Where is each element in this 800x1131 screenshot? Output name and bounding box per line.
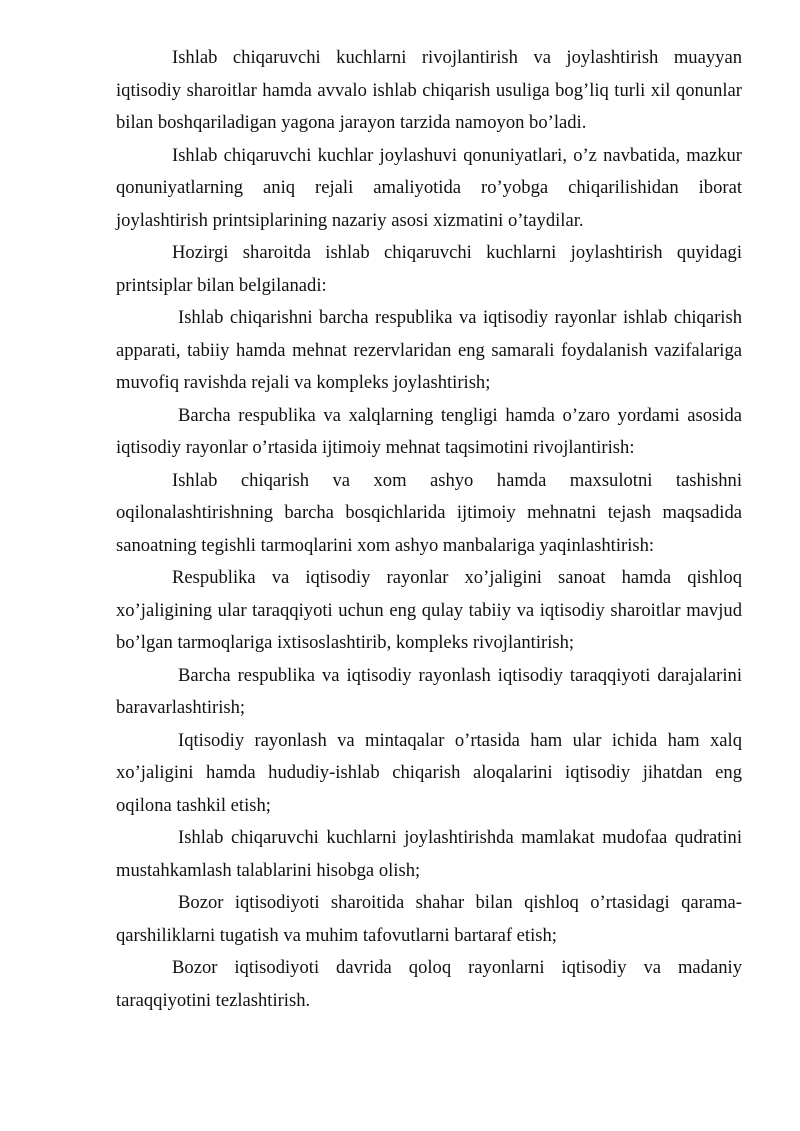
paragraph-3: Hozirgi sharoitda ishlab chiqaruvchi kuchlarni joylashtirish quyidagi printsiplar bilan belgilanadi: [116,242,742,296]
principle-item-9: Bozor iqtisodiyoti davrida qoloq rayonlarni iqtisodiy va madaniy taraqqiyotini tezlashtirish. [116,957,742,1011]
principle-item-2: Barcha respublika va xalqlarning tengligi hamda o’zaro yordami asosida iqtisodiy rayonlar o’rtasida ijtimoiy mehnat taqsimotini rivojlantirish: [116,404,742,458]
principle-item-4: Respublika va iqtisodiy rayonlar xo’jaligini sanoat hamda qishloq xo’jaligining ular taraqqiyoti uchun eng qulay tabiiy va iqtisodiy sharoitlar mavjud bo’lgan tarmoqlariga ixtisoslashtirib, kompleks rivojlantirish; [116,567,742,653]
paragraph-2: Ishlab chiqaruvchi kuchlar joylashuvi qonuniyatlari, o’z navbatida, mazkur qonuniyatlarning aniq rejali amaliyotida ro’yobga chiqarilishidan iborat joylashtirish printsiplarining nazariy asosi xizmatini o’taydilar. [116,144,742,231]
paragraph-1: Ishlab chiqaruvchi kuchlarni rivojlantirish va joylashtirish muayyan iqtisodiy sharoitlar hamda avvalo ishlab chiqarish usuliga bog’liq turli xil qonunlar bilan boshqariladigan yagona jarayon tarzida namoyon bo’ladi. [116,47,742,133]
document-page [116,42,742,1017]
principle-item-6: Iqtisodiy rayonlash va mintaqalar o’rtasida ham ular ichida ham xalq xo’jaligini hamda hududiy-ishlab chiqarish aloqalarini iqtisodiy jihatdan eng oqilona tashkil etish; [116,729,742,816]
principle-item-3: Ishlab chiqarish va xom ashyo hamda maxsulotni tashishni oqilonalashtirishning barcha bosqichlarida ijtimoiy mehnatni tejash maqsadida sanoatning tegishli tarmoqlarini xom ashyo manbalariga yaqinlashtirish: [116,469,742,556]
principle-item-1: Ishlab chiqarishni barcha respublika va iqtisodiy rayonlar ishlab chiqarish apparati, tabiiy hamda mehnat rezervlaridan eng samarali foydalanish vazifalariga muvofiq ravishda rejali va kompleks joylashtirish; [116,307,742,393]
principle-item-5: Barcha respublika va iqtisodiy rayonlash iqtisodiy taraqqiyoti darajalarini baravarlashtirish; [116,664,742,718]
principle-item-7: Ishlab chiqaruvchi kuchlarni joylashtirishda mamlakat mudofaa qudratini mustahkamlash talablarini hisobga olish; [116,827,742,881]
principle-item-8: Bozor iqtisodiyoti sharoitida shahar bilan qishloq o’rtasidagi qarama-qarshiliklarni tugatish va muhim tafovutlarni bartaraf etish; [116,892,742,946]
